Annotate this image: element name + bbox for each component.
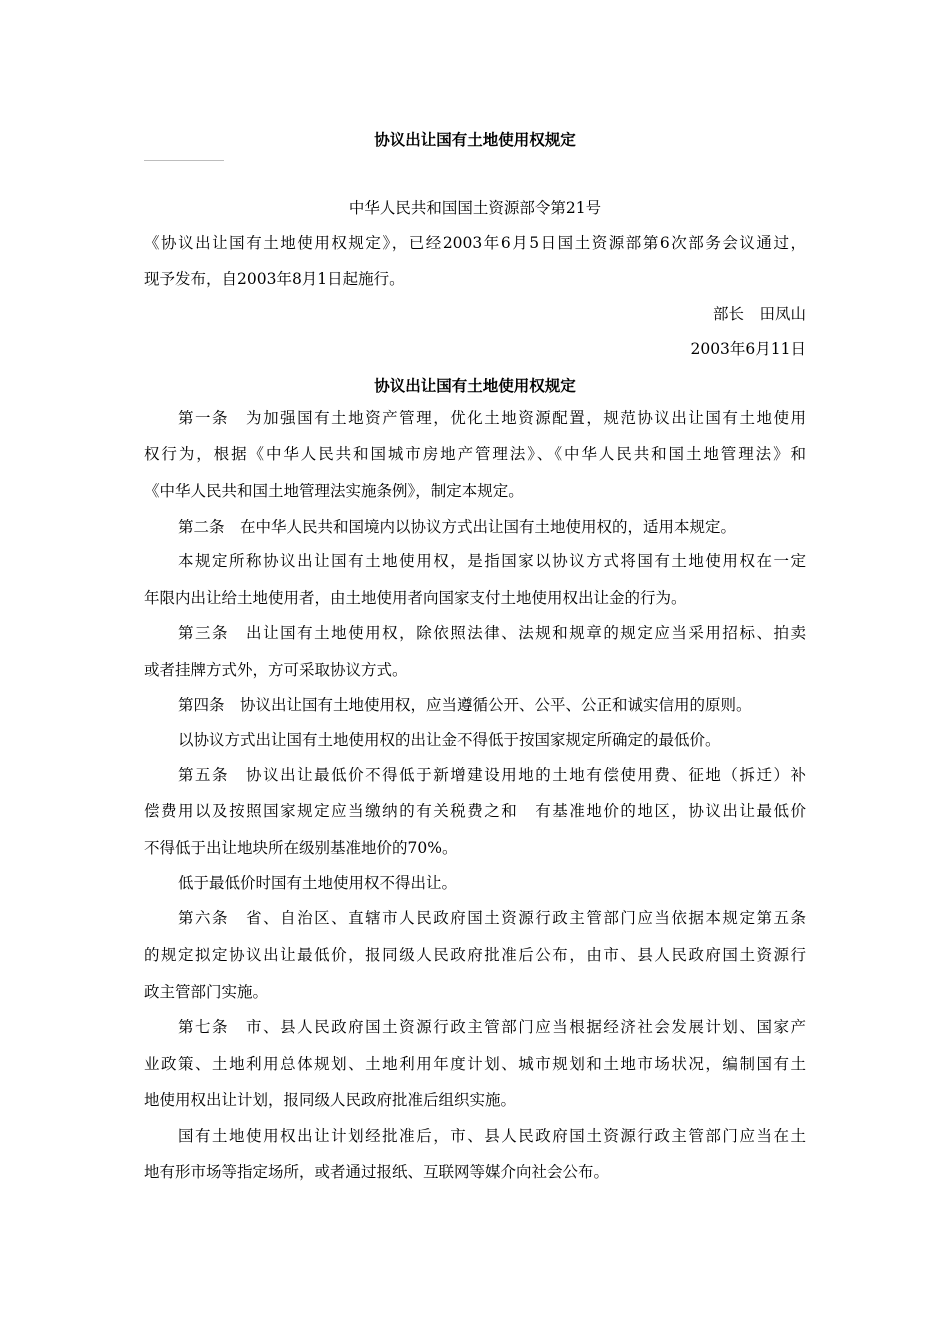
article-6-line-2: 的规定拟定协议出让最低价，报同级人民政府批准后公布，由市、县人民政府国土资源行 (144, 946, 806, 964)
article-5-line-3: 不得低于出让地块所在级别基准地价的70%。 (144, 839, 458, 857)
article-5-line-1: 第五条 协议出让最低价不得低于新增建设用地的土地有偿使用费、征地（拆迁）补 (178, 766, 806, 784)
article-2-line-1: 第二条 在中华人民共和国境内以协议方式出让国有土地使用权的，适用本规定。 (178, 518, 737, 536)
document-title: 协议出让国有土地使用权规定 (374, 130, 576, 149)
article-7-para-2-line-1: 国有土地使用权出让计划经批准后，市、县人民政府国土资源行政主管部门应当在土 (178, 1127, 806, 1145)
article-4-para-2: 以协议方式出让国有土地使用权的出让金不得低于按国家规定所确定的最低价。 (178, 731, 721, 749)
article-1-line-1: 第一条 为加强国有土地资产管理，优化土地资源配置，规范协议出让国有土地使用 (178, 409, 806, 427)
announcement-line-1: 《协议出让国有土地使用权规定》，已经2003年6月5日国土资源部第6次部务会议通过， (144, 234, 806, 252)
article-5-para-2: 低于最低价时国有土地使用权不得出让。 (178, 874, 458, 892)
order-number: 中华人民共和国国土资源部令第21号 (348, 199, 602, 217)
issue-date: 2003年6月11日 (690, 340, 806, 358)
article-7-line-2: 业政策、土地利用总体规划、土地利用年度计划、城市规划和土地市场状况，编制国有土 (144, 1055, 806, 1073)
title-divider (144, 160, 224, 161)
article-1-line-3: 《中华人民共和国土地管理法实施条例》，制定本规定。 (144, 482, 524, 500)
article-7-line-1: 第七条 市、县人民政府国土资源行政主管部门应当根据经济社会发展计划、国家产 (178, 1018, 806, 1036)
article-3-line-2: 或者挂牌方式外，方可采取协议方式。 (144, 661, 408, 679)
article-6-line-3: 政主管部门实施。 (144, 983, 269, 1001)
article-4-line-1: 第四条 协议出让国有土地使用权，应当遵循公开、公平、公正和诚实信用的原则。 (178, 696, 752, 714)
article-2-para-2-line-2: 年限内出让给土地使用者，由土地使用者向国家支付土地使用权出让金的行为。 (144, 589, 687, 607)
article-7-para-2-line-2: 地有形市场等指定场所，或者通过报纸、互联网等媒介向社会公布。 (144, 1163, 610, 1181)
signature: 部长 田凤山 (712, 305, 806, 323)
article-5-line-2: 偿费用以及按照国家规定应当缴纳的有关税费之和 有基准地价的地区，协议出让最低价 (144, 802, 806, 820)
article-2-para-2-line-1: 本规定所称协议出让国有土地使用权，是指国家以协议方式将国有土地使用权在一定 (178, 552, 806, 570)
article-3-line-1: 第三条 出让国有土地使用权，除依照法律、法规和规章的规定应当采用招标、拍卖 (178, 624, 806, 642)
body-title: 协议出让国有土地使用权规定 (374, 376, 576, 395)
article-6-line-1: 第六条 省、自治区、直辖市人民政府国土资源行政主管部门应当依据本规定第五条 (178, 909, 806, 927)
article-1-line-2: 权行为，根据《中华人民共和国城市房地产管理法》、《中华人民共和国土地管理法》和 (144, 445, 806, 463)
announcement-line-2: 现予发布，自2003年8月1日起施行。 (144, 270, 405, 288)
article-7-line-3: 地使用权出让计划，报同级人民政府批准后组织实施。 (144, 1091, 517, 1109)
